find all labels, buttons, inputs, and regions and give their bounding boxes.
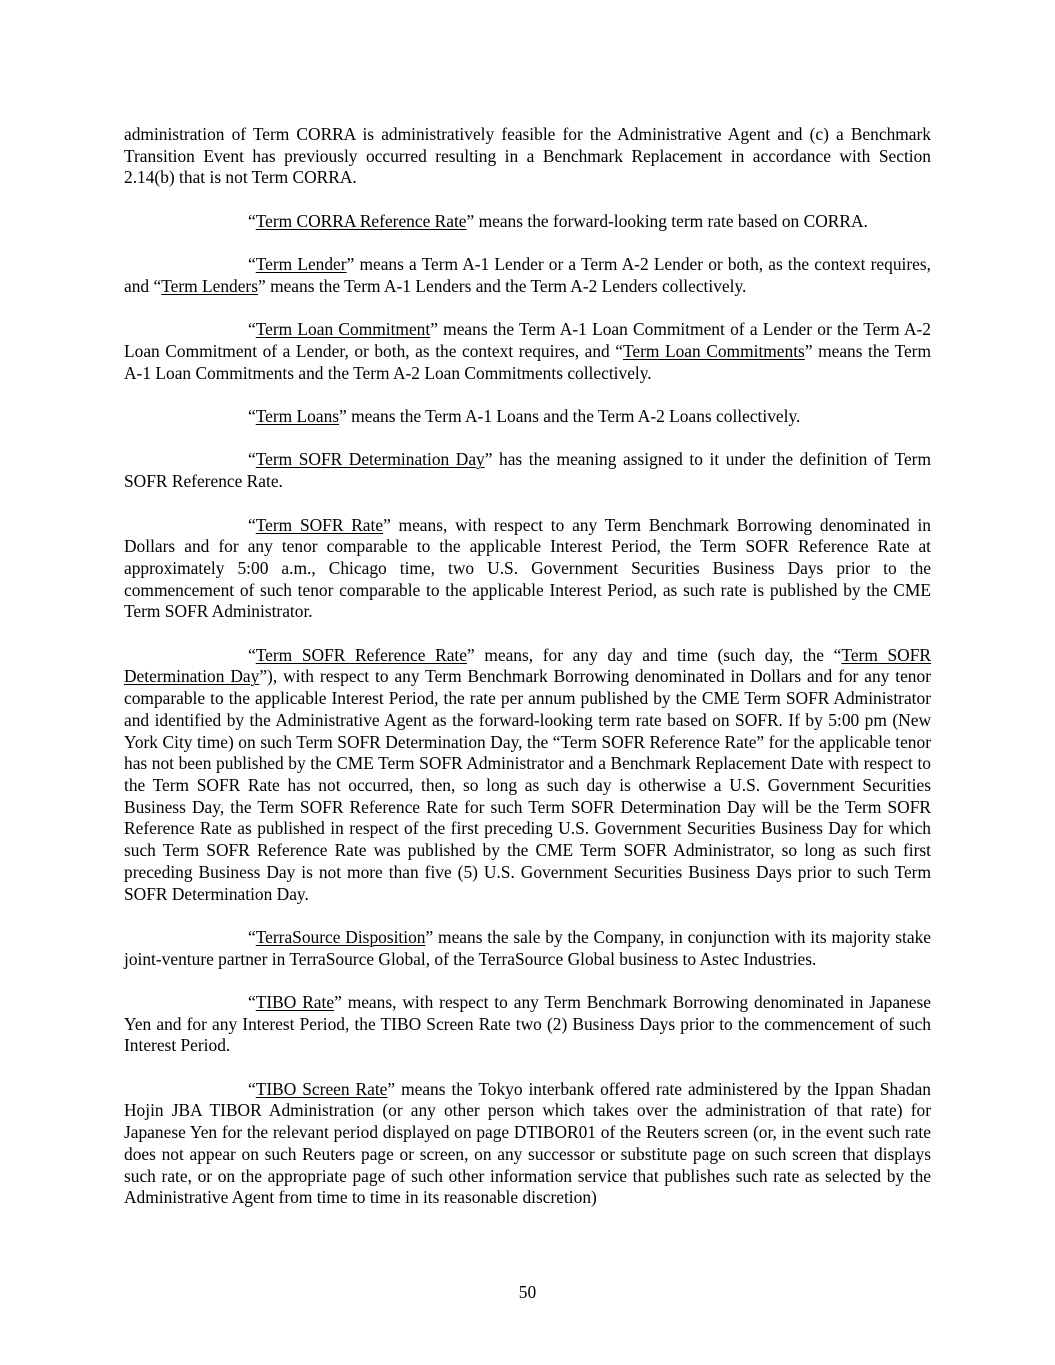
defined-term: TIBO Screen Rate: [255, 1078, 388, 1099]
definition-text: ” has the meaning assigned to it under the definition of Term SOFR Reference Rate.: [124, 449, 931, 492]
definition-tibo-rate: [124, 992, 931, 1057]
definition-term-sofr-reference-rate: [124, 645, 931, 905]
definition-term-sofr-determination-day: [124, 449, 931, 492]
definition-term-sofr-rate: [124, 515, 931, 624]
defined-term: Term Loan Commitments: [623, 340, 805, 361]
definition-term-corra-reference-rate: [124, 211, 931, 233]
definition-text: ” means the Term A-1 Lenders and the Term A-2 Lenders collectively.: [258, 275, 747, 296]
definition-text: ” means, for any day and time (such day, the “: [466, 644, 842, 665]
definition-terrasource-disposition: [124, 927, 931, 970]
defined-term: Term SOFR Determination Day: [255, 449, 485, 470]
quote-mark: “: [248, 991, 256, 1012]
definition-tibo-screen-rate: [124, 1079, 931, 1209]
definition-text: ” means the Term A-1 Loans and the Term A-2 Loans collectively.: [339, 406, 801, 427]
definition-text: ” means the Term A-1 Loan Commitment of a Lender or the Term A-2 Loan Commitment of a Lender, or both, as the context requires, and “: [124, 319, 931, 361]
definition-term-loans: [124, 406, 931, 428]
quote-mark: “: [248, 644, 256, 665]
defined-term: Term Loans: [255, 406, 340, 427]
definition-text: ” means the Tokyo interbank offered rate administered by the Ippan Shadan Hojin JBA TIBOR Administration (or any other person which takes over the administration of that rate) for Japanese Yen for the relevant period displayed on page DTIBOR01 of the Reuters screen (or, in the event such rate does not appear on such Reuters page or screen, on any successor or substitute page on such screen that displays such rate, or on the appropriate page of such other information service that publishes such rate as selected by the Administrative Agent from time to time in its reasonable discretion): [124, 1078, 932, 1208]
definition-text: ” means the forward-looking term rate based on CORRA.: [466, 210, 868, 231]
definition-text: ” means a Term A-1 Lender or a Term A-2 Lender or both, as the context requires, and “: [124, 254, 931, 296]
quote-mark: “: [248, 514, 256, 535]
paragraph-text: administration of Term CORRA is administratively feasible for the Administrative Agent and (c) a Benchmark Transition Event has previously occurred resulting in a Benchmark Replacement in accordance with Section 2.14(b) that is not Term CORRA.: [124, 124, 931, 188]
definition-text: ” means the Term A-1 Loan Commitments and the Term A-2 Loan Commitments collectively.: [124, 340, 931, 383]
defined-term: Term Lenders: [161, 275, 258, 296]
quote-mark: “: [248, 210, 256, 231]
definition-text: ” means, with respect to any Term Benchmark Borrowing denominated in Japanese Yen and for any Interest Period, the TIBO Screen Rate two (2) Business Days prior to the commencement of such Interest Period.: [124, 991, 931, 1056]
quote-mark: “: [248, 319, 256, 340]
defined-term: TIBO Rate: [255, 991, 335, 1012]
defined-term: TerraSource Disposition: [255, 926, 426, 947]
definition-term-lender: [124, 254, 931, 297]
defined-term: Term CORRA Reference Rate: [255, 210, 467, 231]
definition-text: ”), with respect to any Term Benchmark Borrowing denominated in Dollars and for any tenor comparable to the applicable Interest Period, the rate per annum published by the CME Term SOFR Administrator and identified by the Administrative Agent as the forward-looking term rate based on SOFR. If by 5:00 pm (New York City time) on such Term SOFR Determination Day, the “Term SOFR Reference Rate” for the applicable tenor has not been published by the CME Term SOFR Administrator and a Benchmark Replacement Date with respect to the Term SOFR Rate has not occurred, then, so long as such day is otherwise a U.S. Government Securities Business Day, the Term SOFR Reference Rate for such Term SOFR Determination Day will be the Term SOFR Reference Rate as published in respect of the first preceding U.S. Government Securities Business Day for which such Term SOFR Reference Rate was published by the CME Term SOFR Administrator, so long as such first preceding Business Day is not more than five (5) U.S. Government Securities Business Days prior to such Term SOFR Determination Day.: [124, 666, 931, 904]
document-body: [124, 124, 931, 1231]
quote-mark: “: [248, 926, 256, 947]
quote-mark: “: [248, 254, 256, 275]
defined-term: Term Loan Commitment: [255, 319, 431, 340]
quote-mark: “: [248, 1078, 256, 1099]
defined-term: Term SOFR Rate: [255, 514, 384, 535]
defined-term: Term Lender: [255, 254, 347, 275]
page-number: 50: [518, 1282, 537, 1302]
quote-mark: “: [248, 406, 256, 427]
definition-text: ” means the sale by the Company, in conjunction with its majority stake joint-venture partner in TerraSource Global, of the TerraSource Global business to Astec Industries.: [124, 926, 932, 969]
definition-text: ” means, with respect to any Term Benchmark Borrowing denominated in Dollars and for any tenor comparable to the applicable Interest Period, the Term SOFR Reference Rate at approximately 5:00 a.m., Chicago time, two U.S. Government Securities Business Days prior to the commencement of such tenor comparable to the applicable Interest Period, as such rate is published by the CME Term SOFR Administrator.: [124, 514, 931, 622]
definition-term-loan-commitment: [124, 319, 931, 384]
quote-mark: “: [248, 449, 256, 470]
defined-term: Term SOFR Reference Rate: [255, 644, 467, 665]
paragraph-continuation: [124, 124, 931, 189]
defined-term: Term SOFR Determination Day: [124, 644, 931, 687]
